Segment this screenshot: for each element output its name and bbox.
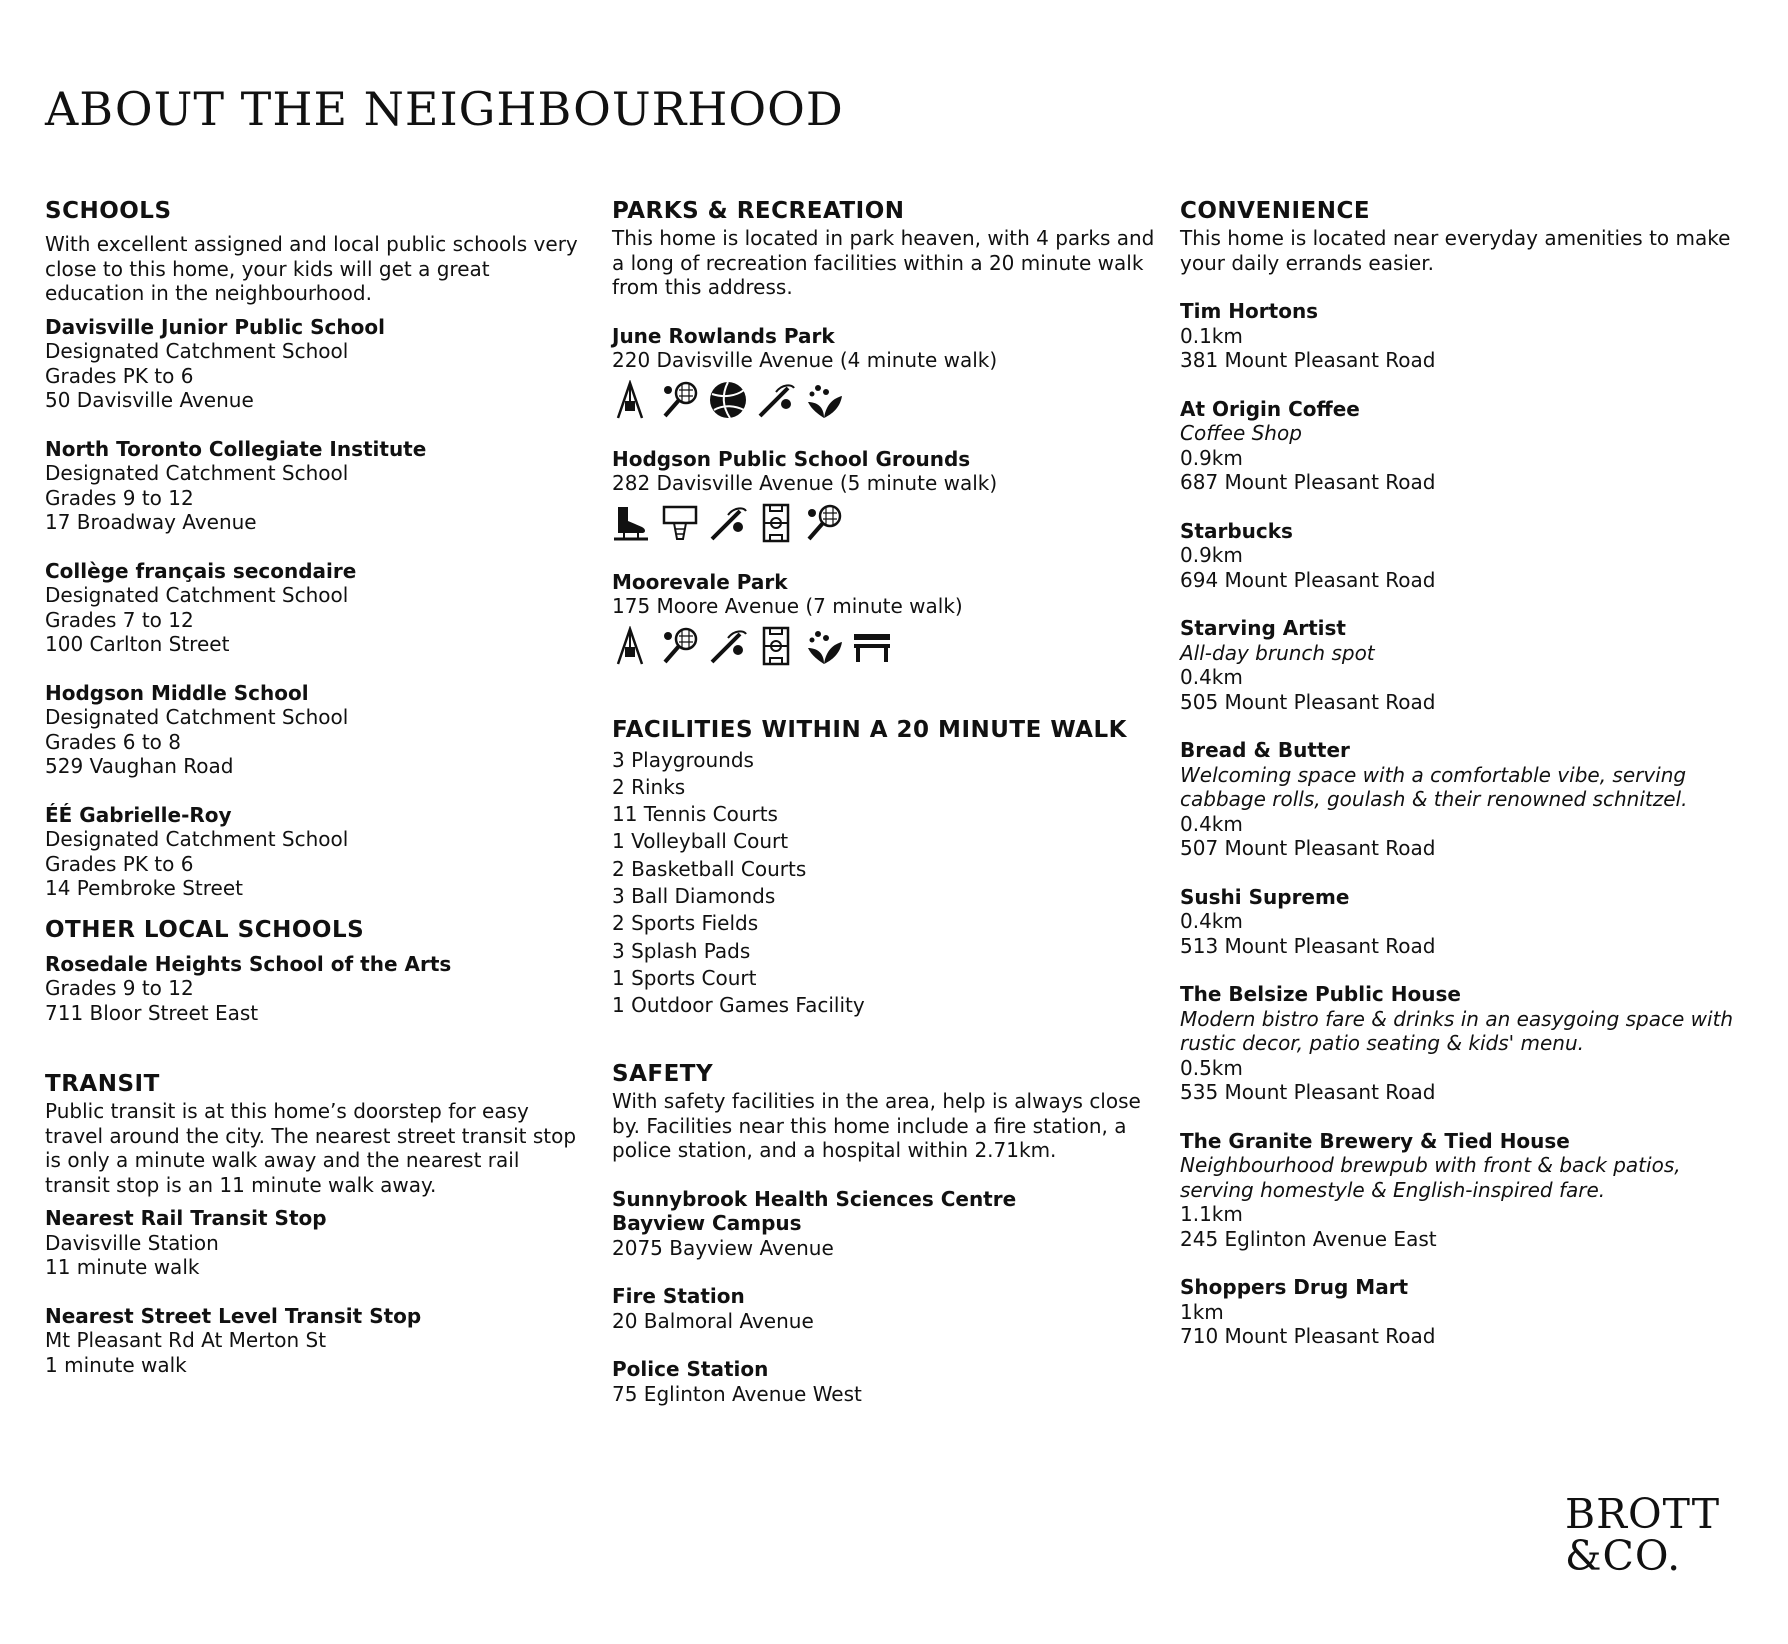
transit-stop-name: Mt Pleasant Rd At Merton St (45, 1328, 327, 1352)
list-item: 1 Volleyball Court (612, 829, 789, 854)
tennis-icon (660, 626, 700, 666)
amenity-entry (1180, 1275, 1750, 1349)
amenity-address: 687 Mount Pleasant Road (1180, 470, 1436, 494)
transit-walk: 11 minute walk (45, 1255, 200, 1279)
safety-address: 2075 Bayview Avenue (612, 1235, 834, 1260)
amenity-name: Shoppers Drug Mart (1180, 1275, 1409, 1299)
sports-field-icon (756, 626, 796, 666)
amenity-description: Coffee Shop (1180, 421, 1302, 445)
park-address: 220 Davisville Avenue (4 minute walk) (612, 348, 998, 372)
school-name: Collège français secondaire (45, 558, 357, 583)
facilities-heading: FACILITIES WITHIN A 20 MINUTE WALK (612, 716, 1127, 743)
school-address: 14 Pembroke Street (45, 876, 243, 900)
school-grades: Grades 6 to 8 (45, 729, 181, 754)
safety-entry (612, 1187, 1157, 1261)
playground-icon (612, 380, 652, 420)
list-item: 3 Ball Diamonds (612, 883, 776, 908)
list-item: 2 Rinks (612, 774, 686, 799)
school-grades: Grades 7 to 12 (45, 607, 194, 632)
school-address: 50 Davisville Avenue (45, 388, 254, 412)
basketball-icon (660, 503, 700, 543)
amenity-distance: 0.4km (1180, 909, 1243, 933)
facilities-list (612, 747, 1157, 1020)
list-item: 3 Playgrounds (612, 747, 754, 772)
column-parks-safety (612, 196, 1157, 1406)
list-item: 11 Tennis Courts (612, 802, 778, 827)
amenity-description: Neighbourhood brewpub with front & back patios, serving homestyle & English-inspired fare. (1180, 1153, 1681, 1202)
schools-intro: With excellent assigned and local public schools very close to this home, your kids will get a great education in the neighbourhood. (45, 232, 578, 305)
brand-logo (1565, 1490, 1735, 1580)
amenity-distance: 0.9km (1180, 445, 1243, 470)
park-entry (612, 324, 1157, 421)
safety-name: Fire Station (612, 1284, 745, 1309)
amenity-description: All-day brunch spot (1180, 640, 1375, 665)
safety-name: Police Station (612, 1357, 769, 1382)
amenity-name: The Granite Brewery & Tied House (1180, 1128, 1570, 1153)
other-schools-heading: OTHER LOCAL SCHOOLS (45, 916, 365, 943)
amenity-distance: 0.4km (1180, 665, 1243, 689)
amenity-entry (1180, 982, 1750, 1105)
list-item: 3 Splash Pads (612, 938, 751, 963)
school-type: Designated Catchment School (45, 461, 349, 485)
school-name: ÉÉ Gabrielle-Roy (45, 802, 232, 827)
parks-intro: This home is located in park heaven, with 4 parks and a long of recreation facilities within a 20 minute walk from this address. (612, 226, 1155, 299)
safety-address: 75 Eglinton Avenue West (612, 1381, 862, 1406)
outdoor-games-icon (852, 626, 892, 666)
amenity-entry (1180, 885, 1750, 959)
park-address: 175 Moore Avenue (7 minute walk) (612, 594, 963, 618)
amenity-address: 513 Mount Pleasant Road (1180, 933, 1436, 958)
amenity-entry (1180, 616, 1750, 714)
park-name: Moorevale Park (612, 569, 788, 594)
school-entry (45, 559, 590, 657)
school-grades: Grades 9 to 12 (45, 976, 194, 1000)
amenity-distance: 1.1km (1180, 1202, 1243, 1226)
splash-pad-icon (804, 380, 844, 420)
amenity-entry (1180, 299, 1750, 373)
school-name: Rosedale Heights School of the Arts (45, 951, 452, 976)
amenity-entry (1180, 738, 1750, 861)
amenity-address: 381 Mount Pleasant Road (1180, 348, 1436, 372)
column-schools-transit (45, 196, 590, 1377)
safety-subname: Bayview Campus (612, 1211, 802, 1236)
amenity-distance: 0.1km (1180, 323, 1243, 348)
school-address: 100 Carlton Street (45, 632, 230, 656)
amenity-entry (1180, 519, 1750, 593)
park-entry (612, 570, 1157, 667)
list-item: 1 Outdoor Games Facility (612, 993, 865, 1018)
transit-stop-name: Davisville Station (45, 1230, 219, 1255)
ball-diamond-icon (708, 626, 748, 666)
school-entry (45, 437, 590, 535)
volleyball-icon (708, 380, 748, 420)
list-item: 2 Sports Fields (612, 911, 759, 936)
amenity-distance: 0.5km (1180, 1055, 1243, 1080)
transit-entry (45, 1304, 590, 1378)
park-name: June Rowlands Park (612, 323, 835, 348)
school-address: 17 Broadway Avenue (45, 510, 257, 534)
page-title: ABOUT THE NEIGHBOURHOOD (45, 82, 844, 136)
park-name: Hodgson Public School Grounds (612, 446, 971, 471)
amenity-name: Starbucks (1180, 518, 1293, 543)
school-address: 529 Vaughan Road (45, 754, 234, 778)
school-type: Designated Catchment School (45, 583, 349, 607)
park-address: 282 Davisville Avenue (5 minute walk) (612, 471, 998, 495)
transit-entry (45, 1206, 590, 1280)
safety-name: Sunnybrook Health Sciences Centre (612, 1186, 1017, 1211)
schools-heading: SCHOOLS (45, 198, 172, 224)
amenity-description: Welcoming space with a comfortable vibe, serving cabbage rolls, goulash & their renowned schnitzel. (1180, 762, 1688, 811)
safety-heading: SAFETY (612, 1061, 714, 1088)
amenity-entry (1180, 397, 1750, 495)
ball-diamond-icon (756, 380, 796, 420)
amenity-name: Starving Artist (1180, 616, 1346, 640)
amenity-address: 245 Eglinton Avenue East (1180, 1226, 1437, 1251)
school-type: Designated Catchment School (45, 827, 349, 851)
amenity-address: 535 Mount Pleasant Road (1180, 1080, 1436, 1104)
amenity-address: 694 Mount Pleasant Road (1180, 567, 1436, 592)
splash-pad-icon (804, 626, 844, 666)
park-entry (612, 447, 1157, 544)
amenity-distance: 0.9km (1180, 543, 1243, 567)
school-address: 711 Bloor Street East (45, 1000, 259, 1025)
school-entry (45, 803, 590, 901)
amenity-distance: 1km (1180, 1299, 1224, 1324)
school-type: Designated Catchment School (45, 705, 349, 729)
transit-label: Nearest Rail Transit Stop (45, 1206, 327, 1230)
list-item: 2 Basketball Courts (612, 856, 807, 881)
park-amenity-icons (612, 625, 1157, 667)
amenity-name: Bread & Butter (1180, 738, 1350, 762)
school-grades: Grades PK to 6 (45, 851, 194, 876)
safety-entry (612, 1357, 1157, 1406)
list-item: 1 Sports Court (612, 965, 757, 990)
tennis-icon (660, 380, 700, 420)
logo-line-1: BROTT (1565, 1490, 1721, 1538)
tennis-icon (804, 503, 844, 543)
school-grades: Grades 9 to 12 (45, 485, 194, 510)
ball-diamond-icon (708, 503, 748, 543)
transit-walk: 1 minute walk (45, 1352, 187, 1377)
park-amenity-icons (612, 502, 1157, 544)
amenity-name: At Origin Coffee (1180, 396, 1360, 421)
safety-intro: With safety facilities in the area, help is always close by. Facilities near this home include a fire station, a police station, and a hospital within 2.71km. (612, 1089, 1141, 1163)
convenience-intro: This home is located near everyday amenities to make your daily errands easier. (1180, 226, 1731, 275)
school-grades: Grades PK to 6 (45, 363, 194, 388)
school-entry (45, 952, 590, 1026)
amenity-description: Modern bistro fare & drinks in an easygoing space with rustic decor, patio seating & kids' menu. (1180, 1006, 1734, 1055)
school-entry (45, 681, 590, 779)
convenience-heading: CONVENIENCE (1180, 198, 1371, 224)
school-name: Hodgson Middle School (45, 680, 309, 705)
safety-entry (612, 1284, 1157, 1333)
amenity-name: Tim Hortons (1180, 299, 1319, 323)
school-entry (45, 315, 590, 413)
logo-line-2: &CO. (1565, 1532, 1682, 1580)
rink-icon (612, 503, 652, 543)
amenity-distance: 0.4km (1180, 811, 1243, 836)
sports-field-icon (756, 503, 796, 543)
amenity-address: 507 Mount Pleasant Road (1180, 836, 1436, 860)
amenity-name: Sushi Supreme (1180, 884, 1350, 909)
parks-heading: PARKS & RECREATION (612, 198, 905, 224)
park-amenity-icons (612, 379, 1157, 421)
playground-icon (612, 626, 652, 666)
transit-heading: TRANSIT (45, 1071, 160, 1097)
transit-label: Nearest Street Level Transit Stop (45, 1303, 422, 1328)
amenity-name: The Belsize Public House (1180, 982, 1461, 1006)
amenity-address: 505 Mount Pleasant Road (1180, 689, 1436, 714)
transit-intro: Public transit is at this home’s doorstep for easy travel around the city. The nearest street transit stop is only a minute walk away and the nearest rail transit stop is an 11 minute walk away. (45, 1099, 577, 1197)
amenity-address: 710 Mount Pleasant Road (1180, 1324, 1436, 1348)
safety-address: 20 Balmoral Avenue (612, 1308, 814, 1333)
school-name: North Toronto Collegiate Institute (45, 436, 427, 461)
column-convenience (1180, 196, 1750, 1349)
school-name: Davisville Junior Public School (45, 314, 385, 339)
school-type: Designated Catchment School (45, 339, 349, 363)
amenity-entry (1180, 1129, 1750, 1252)
